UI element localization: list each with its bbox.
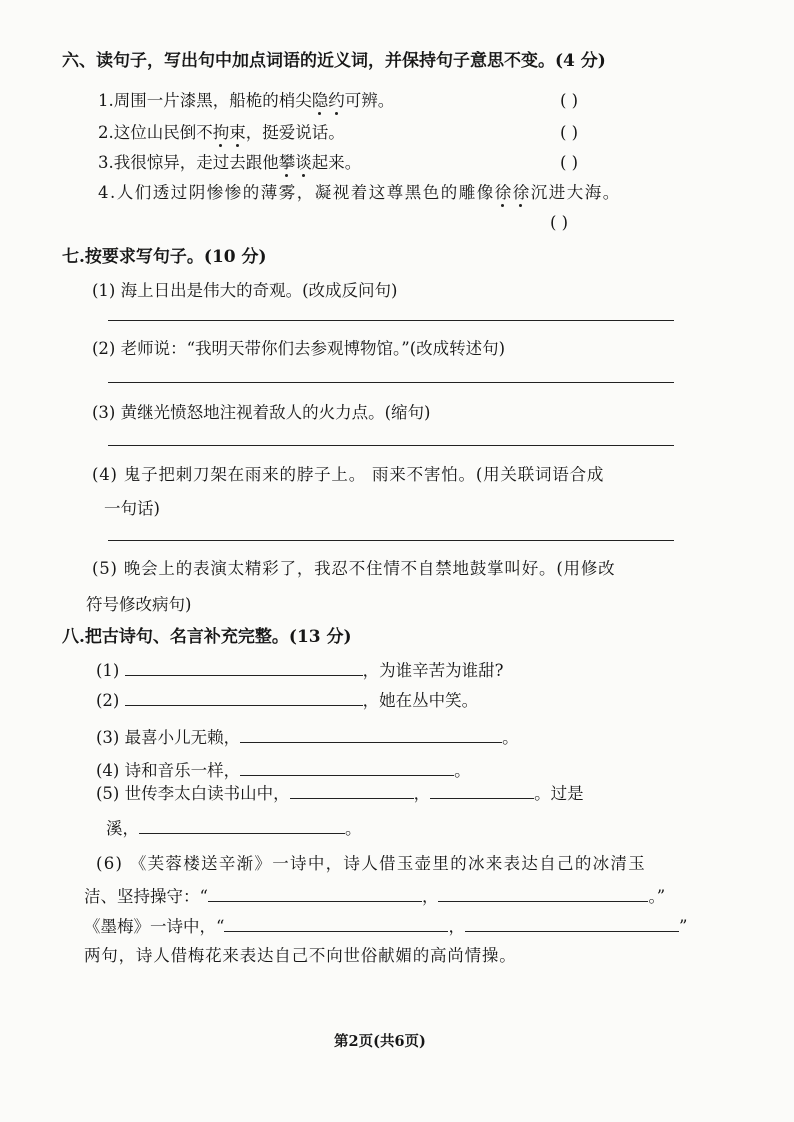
answer-line <box>108 320 674 321</box>
page-number: 第2页(共6页) <box>334 1033 426 1050</box>
answer-bracket: ( ) <box>560 91 579 110</box>
section6-item-1: 1.周围一片漆黑，船桅的梢尖隐约 可辨。 <box>98 90 394 112</box>
section6-item-4: 4.人们透过阴惨惨的薄雾，凝视着这尊黑色的雕像徐徐 沉进大海。 <box>98 182 621 204</box>
answer-bracket: ( ) <box>560 153 579 172</box>
emphasis-word: 隐约 <box>312 91 345 110</box>
answer-line <box>108 382 674 383</box>
section7-q4-line1: (4) 鬼子把刺刀架在雨来的脖子上。 雨来不害怕。(用关联词语合成 <box>92 465 605 484</box>
section7-q3: (3) 黄继光愤怒地注视着敌人的火力点。(缩句) <box>92 403 431 422</box>
section6-item-2: 2.这位山民倒不拘束 ，挺爱说话。 <box>98 122 345 144</box>
fill-blank[interactable] <box>465 917 679 932</box>
section8-q1: (1) ，为谁辛苦为谁甜? <box>96 661 504 680</box>
answer-bracket: ( ) <box>550 213 569 232</box>
answer-line <box>108 445 674 446</box>
section7-q1: (1) 海上日出是伟大的奇观。(改成反问句) <box>92 281 398 300</box>
section6-item-3: 3.我很惊异，走过去跟他攀谈 起来。 <box>98 152 361 174</box>
fill-blank[interactable] <box>139 819 345 834</box>
fill-blank[interactable] <box>125 691 363 706</box>
fill-blank[interactable] <box>208 887 422 902</box>
section8-q6-line4: 两句，诗人借梅花来表达自己不向世俗献媚的高尚情操。 <box>84 946 517 965</box>
fill-blank[interactable] <box>224 917 448 932</box>
section8-q6-line3: 《墨梅》一诗中，“ ， ” <box>84 917 688 936</box>
section8-q6-line2: 洁、坚持操守：“ ， 。” <box>84 887 666 906</box>
section8-q5-line2: 溪， 。 <box>106 819 362 838</box>
section7-q4-line2: 一句话) <box>104 499 160 518</box>
section8-q2: (2) ，她在丛中笑。 <box>96 691 479 710</box>
fill-blank[interactable] <box>290 784 414 799</box>
answer-line <box>108 540 674 541</box>
emphasis-word: 徐徐 <box>495 183 531 202</box>
section7-q2: (2) 老师说：“我明天带你们去参观博物馆。”(改成转述句) <box>92 339 506 358</box>
section8-q3: (3) 最喜小儿无赖， 。 <box>96 728 519 747</box>
answer-bracket: ( ) <box>560 123 579 142</box>
emphasis-word: 拘束 <box>213 123 246 142</box>
emphasis-word: 攀谈 <box>279 153 312 172</box>
fill-blank[interactable] <box>438 887 648 902</box>
section8-q4: (4) 诗和音乐一样， 。 <box>96 761 471 780</box>
section7-title: 七.按要求写句子。(10 分) <box>62 247 267 267</box>
section8-q5-line1: (5) 世传李太白读书山中， ， 。过是 <box>96 784 584 803</box>
fill-blank[interactable] <box>125 661 363 676</box>
section8-title: 八.把古诗句、名言补充完整。(13 分) <box>62 627 352 647</box>
fill-blank[interactable] <box>240 728 502 743</box>
fill-blank[interactable] <box>430 784 534 799</box>
section7-q5-line1: (5) 晚会上的表演太精彩了，我忍不住情不自禁地鼓掌叫好。(用修改 <box>92 559 616 578</box>
section7-q5-line2: 符号修改病句) <box>86 595 192 614</box>
section8-q6-line1: (6) 《芙蓉楼送辛渐》一诗中，诗人借玉壶里的冰来表达自己的冰清玉 <box>96 854 647 873</box>
fill-blank[interactable] <box>240 761 454 776</box>
section6-title: 六、读句子，写出句中加点词语的近义词，并保持句子意思不变。(4 分) <box>62 51 606 71</box>
